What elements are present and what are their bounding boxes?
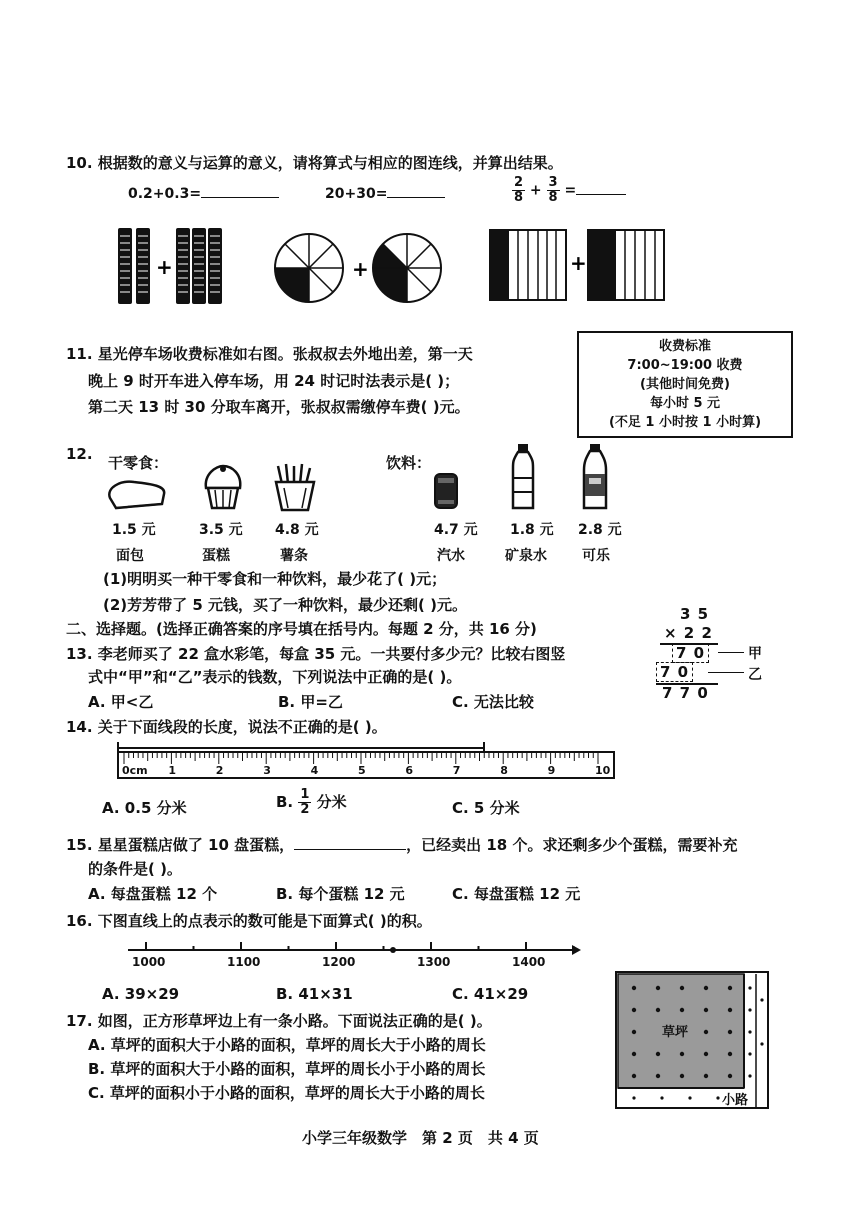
price-cola: 2.8 元 [578, 522, 622, 538]
ruler-label: 6 [405, 764, 414, 777]
water-bottle-icon [509, 442, 537, 512]
ruler-label: 10 [595, 764, 611, 777]
q11-line2: 晚上 9 时开车进入停车场，用 24 时记时法表示是( )； [88, 372, 460, 390]
q13-option-b[interactable]: B. 甲=乙 [278, 693, 343, 711]
svg-text:+: + [570, 251, 587, 275]
answer-blank[interactable] [576, 182, 626, 195]
fries-icon [272, 462, 318, 512]
number-line-label: 1400 [512, 955, 546, 969]
q11-line3: 第二天 13 时 30 分取车离开，张叔叔需缴停车费( )元。 [88, 398, 470, 416]
cola-bottle-icon [580, 442, 610, 512]
price-cake: 3.5 元 [199, 522, 243, 538]
q16-line1: 16. 下图直线上的点表示的数可能是下面算式( )的积。 [66, 912, 432, 930]
q10-expr2: 20+30= [325, 185, 445, 202]
ruler-label: 8 [500, 764, 508, 777]
ruler-label: 4 [310, 764, 319, 777]
condition-blank[interactable] [294, 837, 406, 850]
answer-blank[interactable] [387, 185, 445, 198]
number-line-label: 1200 [322, 955, 356, 969]
fee-title: 收费标准 [658, 339, 711, 354]
q14-option-b[interactable]: B. $\frac{1}{2}$ 分米 [276, 787, 347, 817]
q12-sub2: (2)芳芳带了 5 元钱，买了一种饮料，最少还剩( )元。 [103, 596, 467, 614]
drink-label: 饮料： [386, 454, 432, 472]
number-line-label: 1300 [417, 955, 451, 969]
svg-text:+: + [352, 257, 369, 281]
price-soda: 4.7 元 [434, 522, 478, 538]
answer-blank[interactable] [201, 185, 279, 198]
q15-line2: 的条件是( )。 [88, 860, 182, 878]
label-jia: 甲 [748, 646, 762, 662]
fee-rate: 每小时 5 元 [649, 396, 721, 411]
price-water: 1.8 元 [510, 522, 554, 538]
number-line [126, 938, 582, 970]
ruler-label: 3 [263, 764, 271, 777]
q15-option-b[interactable]: B. 每个蛋糕 12 元 [276, 885, 405, 903]
q11-line1: 11. 星光停车场收费标准如右图。张叔叔去外地出差，第一天 [66, 345, 473, 363]
ruler-label: 9 [547, 764, 556, 777]
lawn-path-figure [614, 970, 772, 1112]
number-line-label: 1100 [227, 955, 261, 969]
label-yi: 乙 [748, 667, 762, 683]
number-line-point [390, 947, 396, 953]
vertical-top: 3 5 [680, 605, 710, 623]
name-cake: 蛋糕 [202, 548, 230, 564]
arrow-jia [718, 652, 744, 653]
snack-label: 干零食： [108, 454, 169, 472]
ruler-label: 0cm [122, 764, 148, 777]
q16-option-c[interactable]: C. 41×29 [452, 985, 529, 1003]
q10-expr3: $\frac{2}{8}$ + $\frac{3}{8}$ = [512, 176, 626, 205]
q10-expr1: 0.2+0.3= [128, 185, 279, 202]
q17-line1: 17. 如图，正方形草坪边上有一条小路。下面说法正确的是( )。 [66, 1012, 492, 1030]
soda-can-icon [432, 470, 460, 510]
page-footer: 小学三年级数学 第 2 页 共 4 页 [302, 1129, 539, 1147]
q14-option-a[interactable]: A. 0.5 分米 [102, 799, 187, 817]
vertical-partial-jia: 7 0 [672, 643, 709, 663]
bar-blocks-picture[interactable] [116, 226, 226, 306]
q12-num: 12. [66, 445, 93, 463]
ruler-label: 7 [452, 764, 461, 777]
name-bread: 面包 [116, 548, 144, 564]
arrow-yi [708, 672, 744, 673]
q13-line1: 13. 李老师买了 22 盒水彩笔，每盒 35 元。一共要付多少元？比较右图竖 [66, 645, 566, 663]
name-cola: 可乐 [582, 548, 610, 564]
q17-option-c[interactable]: C. 草坪的面积小于小路的面积，草坪的周长大于小路的周长 [88, 1084, 485, 1102]
vertical-result: 7 7 0 [662, 684, 709, 702]
section-2-heading: 二、选择题。(选择正确答案的序号填在括号内。每题 2 分，共 16 分) [66, 620, 537, 638]
q15-line1: 15. 星星蛋糕店做了 10 盘蛋糕， ，已经卖出 18 个。求还剩多少个蛋糕，需要补充 [66, 836, 738, 854]
pie-picture[interactable] [272, 230, 447, 310]
name-fries: 薯条 [280, 548, 308, 564]
fee-free: (其他时间免费) [640, 377, 730, 392]
q12-sub1: (1)明明买一种干零食和一种饮料，最少花了( )元； [103, 570, 447, 588]
vertical-partial-yi: 7 0 [656, 662, 693, 682]
name-water: 矿泉水 [505, 548, 547, 564]
q13-line2: 式中“甲”和“乙”表示的钱数，下列说法中正确的是( )。 [88, 668, 462, 686]
q16-option-b[interactable]: B. 41×31 [276, 985, 353, 1003]
svg-text:+: + [156, 255, 173, 279]
vertical-multiplier: × 2 2 [664, 624, 713, 642]
fee-rule: (不足 1 小时按 1 小时算) [608, 415, 762, 430]
q13-option-c[interactable]: C. 无法比较 [452, 693, 534, 711]
q13-option-a[interactable]: A. 甲<乙 [88, 693, 154, 711]
bread-icon [106, 478, 168, 512]
cake-icon [202, 464, 244, 512]
fee-hours: 7:00~19:00 收费 [627, 358, 743, 373]
number-line-label: 1000 [132, 955, 166, 969]
price-fries: 4.8 元 [275, 522, 319, 538]
lawn-label: 草坪 [662, 1025, 689, 1040]
ruler-label: 2 [215, 764, 224, 777]
q17-option-a[interactable]: A. 草坪的面积大于小路的面积，草坪的周长大于小路的周长 [88, 1036, 486, 1054]
path-label: 小路 [722, 1093, 749, 1108]
price-bread: 1.5 元 [112, 522, 156, 538]
ruler [118, 740, 618, 782]
q15-option-c[interactable]: C. 每盘蛋糕 12 元 [452, 885, 581, 903]
q15-option-a[interactable]: A. 每盘蛋糕 12 个 [88, 885, 218, 903]
q10-text: 10. 根据数的意义与运算的意义，请将算式与相应的图连线，并算出结果。 [66, 154, 563, 172]
ruler-label: 1 [168, 764, 177, 777]
name-soda: 汽水 [437, 548, 465, 564]
q16-option-a[interactable]: A. 39×29 [102, 985, 180, 1003]
q14-option-c[interactable]: C. 5 分米 [452, 799, 520, 817]
rect-strips-picture[interactable] [488, 228, 668, 304]
q17-option-b[interactable]: B. 草坪的面积大于小路的面积，草坪的周长小于小路的周长 [88, 1060, 486, 1078]
fee-standard-box [577, 331, 793, 438]
ruler-label: 5 [358, 764, 366, 777]
q14-line1: 14. 关于下面线段的长度，说法不正确的是( )。 [66, 718, 387, 736]
